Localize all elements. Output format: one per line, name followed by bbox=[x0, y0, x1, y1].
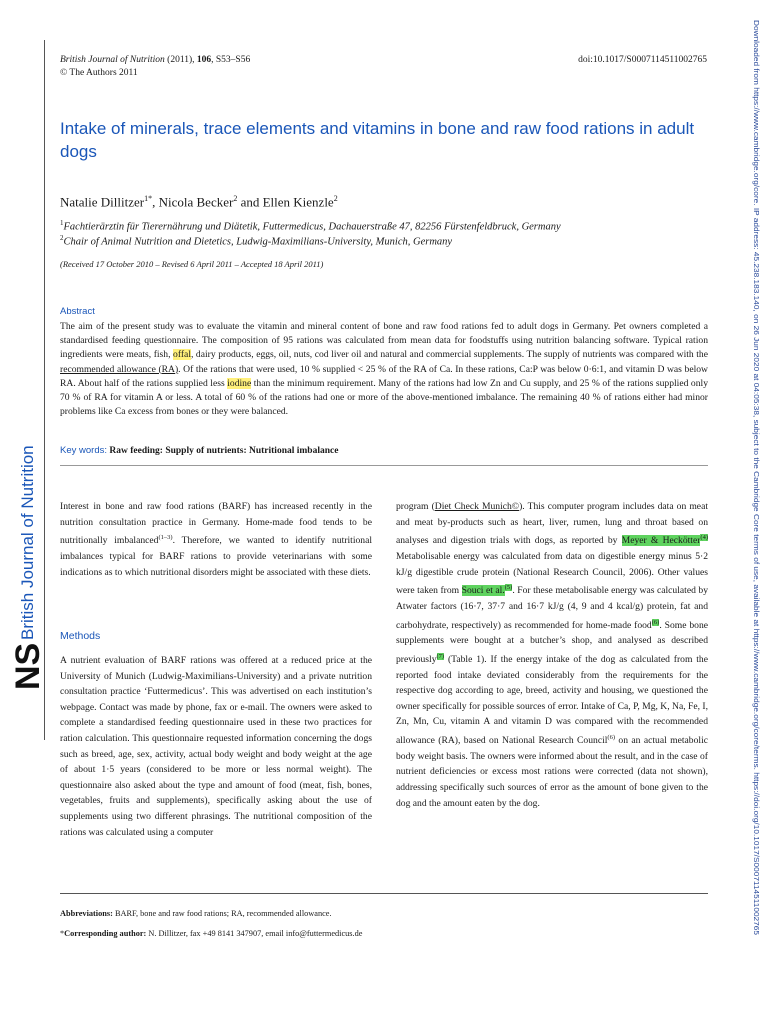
journal-volume: 106 bbox=[196, 55, 212, 65]
journal-citation bbox=[60, 54, 250, 67]
keywords-line bbox=[60, 444, 338, 458]
author-2-affil: 2 bbox=[233, 194, 238, 203]
author-1: Natalie Dillitzer bbox=[60, 194, 145, 210]
right-text-6: (Table 1). If the energy intake of the dog as calculated from the reported food intake deviated considerably from the requirements for the respective dog according to age, breed, activity and housing, we questioned the owner specifically for possible sources of error. Intake of Ca, P, Mg, K, Na, Fe, I, Zn, Mn, Cu, vitamin A and vitamin D was compared with the recommended allowance (RA), based on National Research Council bbox=[396, 654, 708, 747]
intro-text-2: . Therefore, we wanted to identify nutritional imbalances typical for BARF rations to provide veterinarians with some indications as to which nutritional disorders might be associated with these diets. bbox=[60, 535, 373, 578]
affiliation-1-text: Fachtierärztin für Tierernährung und Diätetik, Futtermedicus, Dachauerstraße 47, 82256 Fürstenfeldbruck, Germany bbox=[63, 221, 561, 233]
abstract-part-4: than the minimum requirement. Many of the rations had low Zn and Cu supply, and 25 % of the rations supplied only 70 % of RA for vitamin A or less. A total of 60 % of the rations had one or more of the above-mentioned imbalance. The remaining 40 % of rations either had minor problems like Ca excess from bones or they were balanced. bbox=[60, 377, 708, 418]
right-text-4: . For these metabolisable energy was calculated by Atwater factors (16·7, 37·7 and 16·7 kJ/g (4, 9 and 4 kcal/g) protein, fat and carbohydrate, respectively) as recommended for home-made food bbox=[396, 585, 708, 631]
side-logo-mark: NS bbox=[9, 642, 47, 690]
journal-name: British Journal of Nutrition bbox=[60, 55, 165, 65]
keywords-label: Key words: bbox=[60, 445, 107, 456]
underline-diet-check: Diet Check Munich© bbox=[434, 501, 520, 512]
author-3: and Ellen Kienzle bbox=[237, 194, 334, 210]
methods-continued bbox=[396, 499, 708, 811]
ref-5: (5) bbox=[504, 584, 513, 592]
copyright-line: © The Authors 2011 bbox=[60, 68, 138, 78]
highlight-souci: Souci et al. bbox=[461, 585, 505, 597]
keywords-divider bbox=[60, 465, 708, 466]
abstract-part-2: , dairy products, eggs, oil, nuts, cod liver oil and natural and commercial supplements. The supply of nutrients was compared with the bbox=[190, 349, 708, 361]
download-notice-strip bbox=[746, 18, 768, 938]
article-title: Intake of minerals, trace elements and vitamins in bone and raw food rations in adult dogs bbox=[60, 119, 695, 161]
underline-ra: recommended allowance (RA) bbox=[60, 363, 179, 375]
intro-paragraph bbox=[60, 499, 372, 580]
intro-ref: (1–3) bbox=[158, 534, 173, 542]
methods-heading: Methods bbox=[60, 630, 101, 642]
doi-line: doi:10.1017/S0007114511002765 bbox=[578, 55, 707, 65]
abbreviations-label: Abbreviations: bbox=[60, 909, 113, 918]
author-3-affil: 2 bbox=[333, 194, 338, 203]
download-notice-text: Downloaded from https://www.cambridge.org/core. IP address: 45.238.183.140, on 26 Jun 2020 at 04:05:38, subject to the Cambridge Core terms of use, available at https://www.cambridge.org/core/terms. https://doi.org/10.1017/S0007114511002765 bbox=[752, 20, 761, 859]
affiliation-2 bbox=[60, 231, 452, 250]
corresponding-text: N. Dillitzer, fax +49 8141 347907, email info@futtermedicus.de bbox=[146, 929, 363, 938]
footnote-divider bbox=[60, 893, 708, 894]
highlight-iodine: iodine bbox=[227, 377, 252, 389]
abbreviations-footnote bbox=[60, 908, 332, 920]
journal-pages: , S53–S56 bbox=[211, 55, 251, 65]
corresponding-footnote bbox=[60, 928, 362, 940]
ref-6: (6) bbox=[651, 618, 660, 626]
ref-4: (4) bbox=[700, 534, 708, 542]
abstract-heading: Abstract bbox=[60, 306, 95, 317]
right-text-7: on an actual metabolic body weight basis. The owners were informed about the result, and in the case of nutrient deficiencies or excess most rations were corrected (data not shown), addressing specifically such sources of error as the amount of bone given to the dog and the amount eaten by the dog. bbox=[396, 735, 708, 809]
right-text-5: . Some bone supplements were bought at a butcher’s shop, and analysed as described previously bbox=[396, 619, 709, 666]
affiliation-1-num: 1 bbox=[60, 219, 64, 227]
highlight-offal: offal bbox=[173, 349, 191, 361]
ref-6b: (6) bbox=[607, 734, 616, 742]
author-list bbox=[60, 190, 338, 210]
ref-7: (7) bbox=[436, 652, 445, 660]
received-dates: (Received 17 October 2010 – Revised 6 April 2011 – Accepted 18 April 2011) bbox=[60, 259, 324, 269]
methods-paragraph: A nutrient evaluation of BARF rations was offered at a reduced price at the University of Munich (Ludwig-Maximilians-University) and a private nutrition consultation practice ‘Futtermedicus’. This was advertised on each institution’s webpage. Contact was made by phone, fax or e-mail. The owners were asked to complete a standardised feeding questionnaire used in these two practices for ration calculation. This questionnaire requested information concerning the dogs such as breed, age, sex, activity, actual body weight and body weight at the age of about 1·5 years (considered to be more or less normal weight). The questionnaire also asked about the type and amount of food (meat, fish, bones, vegetables, fruits and supplements), specifically asking about the use of supplements using two different phrasings. The nutritional composition of the rations was calculated using a computer bbox=[60, 655, 372, 838]
right-text-3: Metabolisable energy was calculated from data on digestible energy minus 5·2 kJ/g digestible crude protein (National Research Council, 2006). Other values were taken from bbox=[396, 550, 708, 597]
abstract-text bbox=[60, 320, 708, 419]
author-1-affil: 1 bbox=[144, 194, 149, 203]
abstract-part-1: The aim of the present study was to evaluate the vitamin and mineral content of bone and raw food rations fed to adult dogs in Germany. Pet owners completed a standardised feeding questionnaire. The composition of 95 rations was calculated from mean data for foodstuffs using nutrition balancing software. Typical ration ingredients were meats, fish, bbox=[60, 321, 708, 361]
abstract-part-3: . Of the rations that were used, 10 % supplied < 25 % of the RA of Ca. In these rations, Ca:P was below 0·6:1, and vitamin D was below RA. About half of the rations supplied less bbox=[60, 363, 708, 389]
author-2: , Nicola Becker bbox=[152, 194, 234, 210]
side-logo-title: British Journal of Nutrition bbox=[18, 445, 37, 640]
side-logo-svg bbox=[6, 360, 47, 690]
journal-side-logo bbox=[6, 360, 47, 690]
right-text-1: program ( bbox=[396, 501, 435, 512]
highlight-meyer: Meyer & Heckötter bbox=[621, 535, 701, 547]
abbreviations-text: BARF, bone and raw food rations; RA, recommended allowance. bbox=[112, 909, 332, 918]
citation-year: (2011), bbox=[164, 55, 197, 65]
intro-text-1: Interest in bone and raw food rations (BARF) has increased recently in the nutrition consultation practice in Germany. Home-made food tends to be nutritionally imbalanced bbox=[60, 501, 372, 547]
keywords-text: Raw feeding: Supply of nutrients: Nutritional imbalance bbox=[107, 446, 339, 456]
affiliation-2-text: Chair of Animal Nutrition and Dietetics, Ludwig-Maximilians-University, Munich, Germany bbox=[63, 236, 453, 248]
download-notice-svg bbox=[746, 18, 768, 938]
left-margin-rule bbox=[44, 40, 45, 740]
corresponding-mark: * bbox=[148, 194, 153, 203]
right-text-2: ). This computer program includes data on meat and meat by-products such as heart, liver, rumen, lung and throat based on analyses and digestion trials with dogs, as reported by bbox=[396, 501, 708, 547]
corresponding-label: Corresponding author: bbox=[64, 929, 147, 938]
corresponding-star: * bbox=[60, 929, 65, 938]
affiliation-2-num: 2 bbox=[60, 234, 64, 242]
